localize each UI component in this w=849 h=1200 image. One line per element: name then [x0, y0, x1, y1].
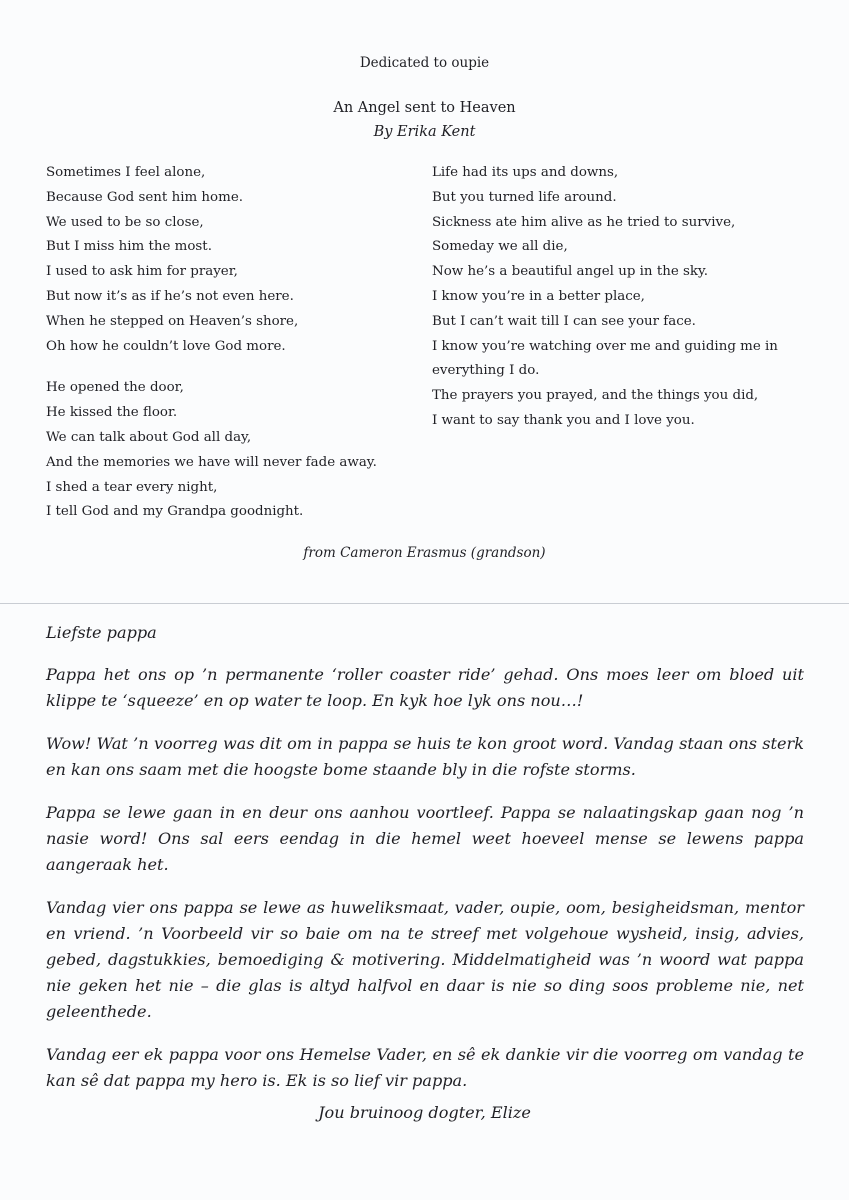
poem-line: Life had its ups and downs, [432, 165, 619, 180]
poem-line: Someday we all die, [432, 239, 568, 255]
poem-line: But I miss him the most. [46, 239, 212, 255]
poem-line: I want to say thank you and I love you. [432, 412, 695, 428]
letter-paragraph: Pappa se lewe gaan in en deur ons aanhou voortleef. Pappa se nalaatingskap gaan nog ’n nasie word! Ons sal eers eendag in die hemel weet hoeveel mense se lewens pappa aangeraak het. [46, 803, 804, 874]
fold-line [0, 603, 849, 604]
letter-paragraph: Wow! Wat ’n voorreg was dit om in pappa se huis te kon groot word. Vandag staan ons sterk en kan ons saam met die hoogste bome staande bly in die rofste storms. [46, 734, 804, 779]
poem-line: Sickness ate him alive as he tried to survive, [432, 214, 736, 230]
poem-line: He kissed the floor. [46, 405, 178, 421]
poem-line: We can talk about God all day, [46, 429, 252, 445]
dedication: Dedicated to oupie [359, 55, 490, 71]
poem-line: But now it’s as if he’s not even here. [46, 288, 294, 304]
letter-body [46, 620, 804, 1111]
poem-line: The prayers you prayed, and the things you did, [432, 388, 759, 404]
letter-greeting: Liefste pappa [46, 623, 157, 642]
poem-right-column [432, 161, 778, 434]
poem-line: He opened the door, [46, 380, 184, 396]
poem-line: Because God sent him home. [46, 189, 243, 205]
letter-paragraph: Pappa het ons op ’n permanente ‘roller coaster ride’ gehad. Ons moes leer om bloed uit klippe te ‘squeeze’ en op water te loop. En kyk hoe lyk ons nou…! [46, 665, 804, 710]
poem-from-line: from Cameron Erasmus (grandson) [303, 545, 546, 561]
stanza-break [46, 359, 377, 376]
poem-left-column [46, 161, 377, 525]
poem-line: And the memories we have will never fade away. [46, 454, 377, 470]
poem-line: everything I do. [432, 363, 540, 379]
poem-line: Sometimes I feel alone, [46, 165, 206, 180]
letter-paragraph: Vandag eer ek pappa voor ons Hemelse Vader, en sê ek dankie vir die voorreg om vandag te kan sê dat pappa my hero is. Ek is so lief vir pappa. [46, 1045, 804, 1090]
poem-line: I shed a tear every night, [46, 479, 218, 495]
letter-paragraph: Vandag vier ons pappa se lewe as huweliksmaat, vader, oupie, oom, besigheidsman, mentor en vriend. ’n Voorbeeld vir so baie om na te streef met volgehoue wysheid, insig, advies, gebed, dagstukkies, bemoediging & motivering. Middelmatigheid was ’n woord wat pappa nie geken het nie – die glas is altyd halfvol en daar is nie so ding soos probleme nie, net geleenthede. [46, 898, 804, 1021]
poem-line: I know you’re watching over me and guiding me in [432, 338, 778, 354]
poem-line: Oh how he couldn’t love God more. [46, 338, 286, 354]
poem-title: An Angel sent to Heaven [333, 100, 516, 116]
poem-line: I tell God and my Grandpa goodnight. [46, 504, 304, 520]
poem-line: Now he’s a beautiful angel up in the sky. [432, 264, 709, 280]
poem-line: But you turned life around. [432, 189, 617, 205]
poem-author: By Erika Kent [373, 124, 476, 140]
poem-line: I know you’re in a better place, [432, 288, 645, 304]
letter-signoff: Jou bruinoog dogter, Elize [318, 1103, 531, 1122]
poem-line: We used to be so close, [46, 214, 204, 230]
poem-line: I used to ask him for prayer, [46, 264, 238, 280]
poem-line: When he stepped on Heaven’s shore, [46, 313, 299, 329]
poem-line: But I can’t wait till I can see your face. [432, 313, 696, 329]
